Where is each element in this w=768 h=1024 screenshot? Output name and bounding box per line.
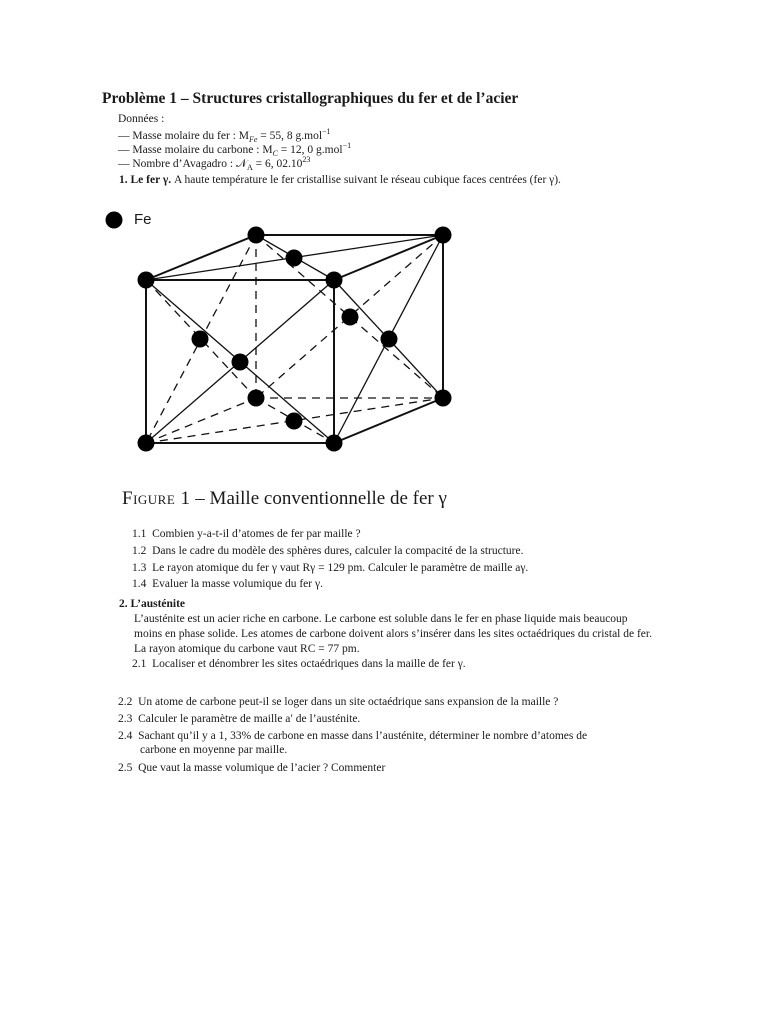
fe-atom [248, 227, 265, 244]
data-item-fe-label: — Masse molaire du fer : M [118, 129, 249, 142]
question-1-title: Le fer γ. [130, 174, 172, 186]
edge-top-right [334, 235, 443, 280]
fe-atom [326, 435, 343, 452]
question-number: 1.2 [132, 545, 147, 557]
fe-atom-front-face [232, 354, 249, 371]
na-subscript: A [246, 163, 253, 173]
question-1-text: A haute température le fer cristallise suivant le réseau cubique faces centrées (fer γ). [171, 174, 561, 186]
fe-atom-back-face [342, 309, 359, 326]
c-value: = 12, 0 g.mol [277, 143, 343, 156]
question-number: 2.1 [132, 658, 147, 670]
question-2-1 [132, 658, 466, 670]
question-text: Un atome de carbone peut-il se loger dans un site octaédrique sans expansion de la maille ? [138, 696, 559, 708]
question-2-number: 2. [119, 598, 128, 610]
fe-atom [435, 227, 452, 244]
question-number: 2.4 [118, 730, 133, 742]
data-item-c-label: — Masse molaire du carbone : M [118, 143, 273, 156]
figure-label: Figure 1 [122, 488, 191, 509]
question-number: 1.4 [132, 578, 147, 590]
question-1-number: 1. [119, 174, 128, 186]
question-2-paragraph: L’austénite est un acier riche en carbone. Le carbone est soluble dans le fer en phase liquide mais beaucoup moins en phase solide. Les atomes de carbone doivent alors s’insérer dans les sites octaédriques du cristal de fer. La rayon atomique du carbone vaut RC = 77 pm. [134, 613, 652, 655]
fe-atom-left-face [192, 331, 209, 348]
question-1-3 [132, 562, 528, 574]
fe-subscript: Fe [248, 135, 258, 145]
c-subscript: C [272, 149, 278, 159]
fe-atom-right-face [381, 331, 398, 348]
question-text: Combien y-a-t-il d’atomes de fer par maille ? [152, 528, 361, 540]
question-number: 1.3 [132, 562, 147, 574]
figure-caption-text: – Maille conventionnelle de fer γ [190, 488, 447, 509]
question-number: 2.2 [118, 696, 133, 708]
c-exponent: −1 [342, 141, 352, 150]
question-text: Dans le cadre du modèle des sphères dures, calculer la compacité de la structure. [152, 545, 524, 557]
question-number: 1.1 [132, 528, 147, 540]
figure-caption [122, 488, 447, 510]
legend-atom-icon [106, 212, 123, 229]
question-text: Localiser et dénombrer les sites octaédriques dans la maille de fer γ. [152, 658, 466, 670]
fe-atom [138, 435, 155, 452]
question-number: 2.3 [118, 713, 133, 725]
question-text: Evaluer la masse volumique du fer γ. [152, 578, 323, 590]
question-2-5 [118, 762, 385, 774]
question-1-4 [132, 578, 323, 590]
fe-value: = 55, 8 g.mol [257, 129, 323, 142]
question-2-2 [118, 696, 558, 708]
question-number: 2.5 [118, 762, 133, 774]
question-text: Le rayon atomique du fer γ vaut Rγ = 129 pm. Calculer le paramètre de maille aγ. [152, 562, 529, 574]
fe-atom [326, 272, 343, 289]
question-1-1 [132, 528, 361, 540]
question-text: Que vaut la masse volumique de l’acier ? Commenter [138, 762, 386, 774]
problem-title: Problème 1 – Structures cristallographiques du fer et de l’acier [102, 90, 519, 107]
edge-bottom-right [334, 398, 443, 443]
fe-atom-bottom-face [286, 413, 303, 430]
fe-atom [138, 272, 155, 289]
question-text: Sachant qu’il y a 1, 33% de carbone en masse dans l’austénite, déterminer le nombre d’atomes de [138, 730, 588, 742]
fe-atom-top-face [286, 250, 303, 267]
question-2-3 [118, 713, 360, 725]
hidden-bottom-left [146, 398, 256, 443]
fe-atom [435, 390, 452, 407]
fe-exponent: −1 [322, 127, 331, 136]
question-1-2 [132, 545, 523, 557]
data-heading: Données : [118, 113, 165, 125]
question-text: Calculer le paramètre de maille a′ de l’austénite. [138, 713, 361, 725]
question-2 [119, 598, 185, 610]
edge-top-left [146, 235, 256, 280]
na-exponent: 23 [302, 155, 311, 164]
question-2-title: L’austénite [130, 598, 186, 610]
na-value: = 6, 02.10 [252, 157, 303, 170]
fe-atom [248, 390, 265, 407]
data-item-na-label: — Nombre d’Avagadro : 𝒩 [118, 157, 247, 170]
legend-label: Fe [134, 211, 152, 228]
question-2-4 [118, 730, 587, 742]
question-2-4-continued: carbone en moyenne par maille. [140, 744, 288, 756]
